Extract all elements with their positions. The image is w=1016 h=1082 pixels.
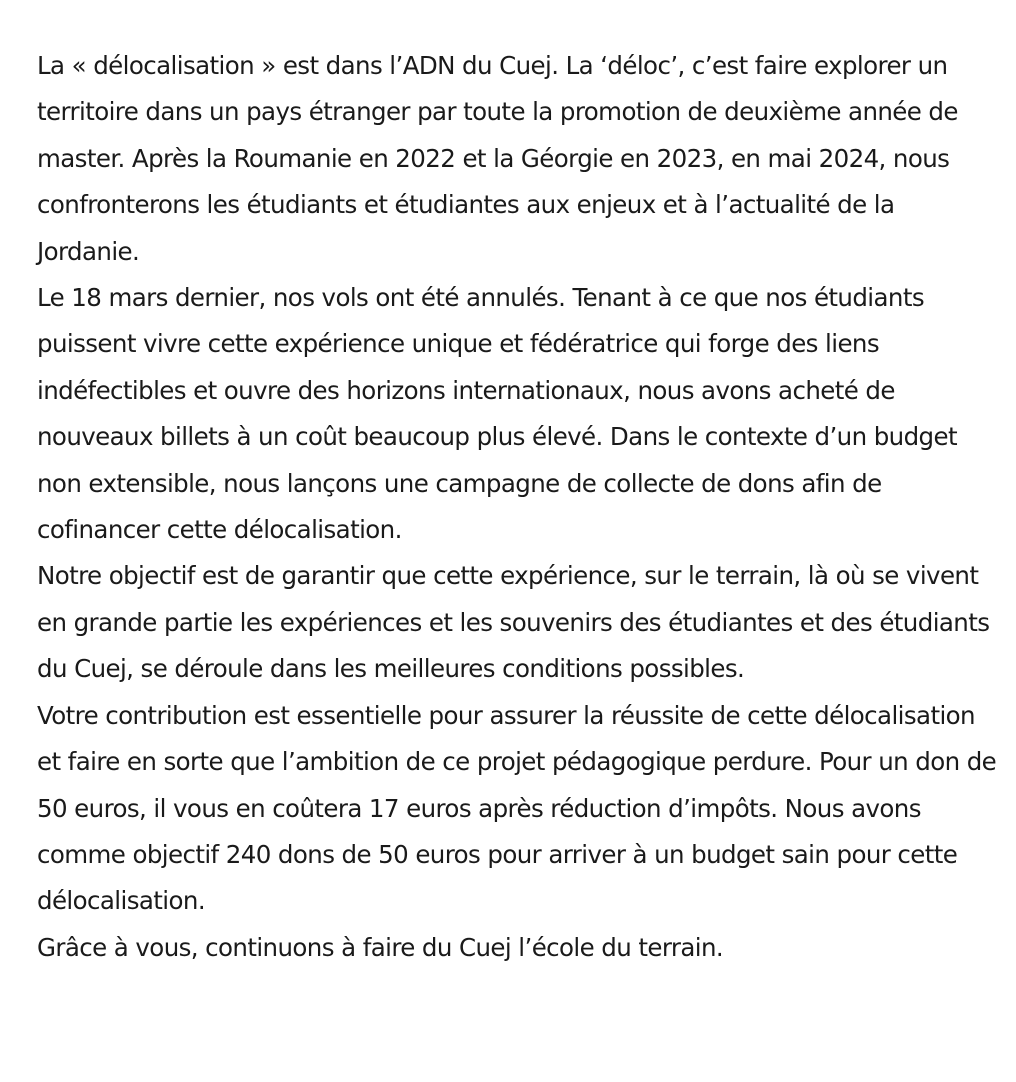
- paragraph-closing: Grâce à vous, continuons à faire du Cuej l’école du terrain.: [37, 932, 724, 962]
- paragraph-contribution: Votre contribution est essentielle pour assurer la réussite de cette délocalisation et faire en sorte que l’ambition de ce projet pédagogique perdure. Pour un don de 50 euros, il vous en coûtera 17 euros après réduction d’impôts. Nous avons comme objectif 240 dons de 50 euros pour arriver à un budget sain pour cette délocalisation.: [37, 700, 997, 916]
- paragraph-flights-cancelled: Le 18 mars dernier, nos vols ont été annulés. Tenant à ce que nos étudiants puissent vivre cette expérience unique et fédératrice qui forge des liens indéfectibles et ouvre des horizons internationaux, nous avons acheté de nouveaux billets à un coût beaucoup plus élevé. Dans le contexte d’un budget non extensible, nous lançons une campagne de collecte de dons afin de cofinancer cette délocalisation.: [37, 283, 957, 545]
- paragraph-delocalisation-intro: La « délocalisation » est dans l’ADN du Cuej. La ‘déloc’, c’est faire explorer un territoire dans un pays étranger par toute la promotion de deuxième année de master. Après la Roumanie en 2022 et la Géorgie en 2023, en mai 2024, nous confronterons les étudiants et étudiantes aux enjeux et à l’actualité de la Jordanie.: [37, 51, 958, 266]
- paragraph-objective: Notre objectif est de garantir que cette expérience, sur le terrain, là où se vivent en grande partie les expériences et les souvenirs des étudiantes et des étudiants du Cuej, se déroule dans les meilleures conditions possibles.: [37, 561, 990, 684]
- article-body: [37, 43, 997, 971]
